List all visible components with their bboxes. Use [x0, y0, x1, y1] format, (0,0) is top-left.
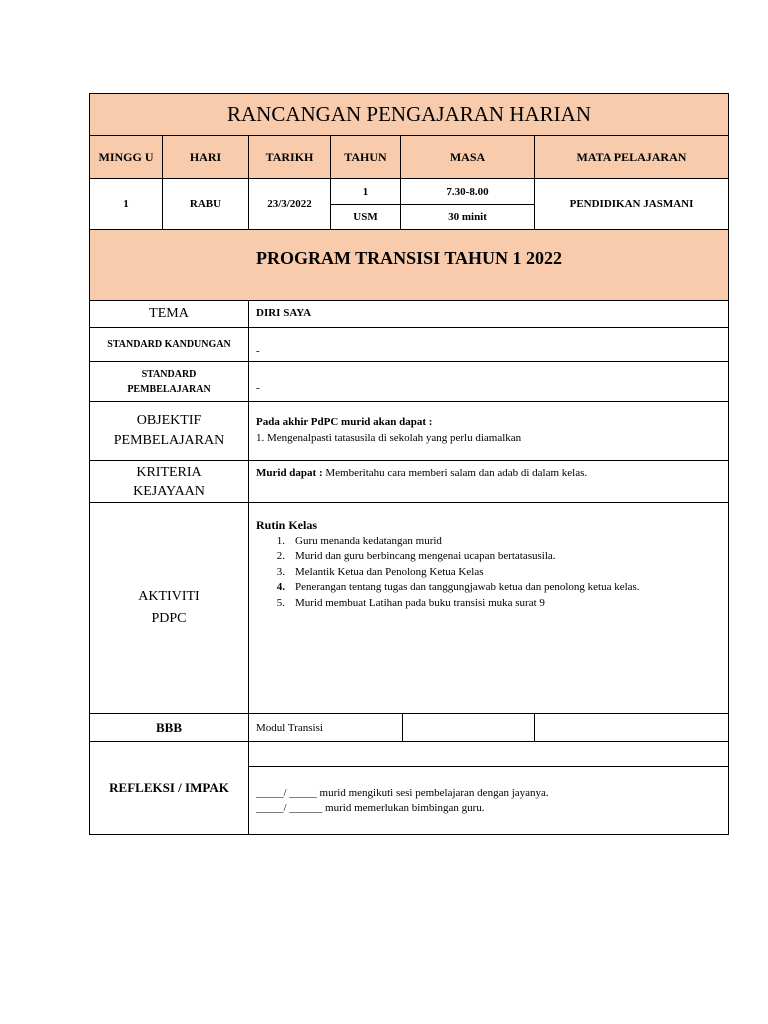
tema-label: TEMA [149, 306, 189, 321]
standard-pembelajaran-value: - [256, 382, 260, 394]
value-hari-text: RABU [189, 198, 222, 210]
value-tahun-kod-text: USM [353, 211, 378, 223]
program-title: PROGRAM TRANSISI TAHUN 1 2022 [255, 248, 563, 268]
header-mata-pelajaran-label: MATA PELAJARAN [576, 149, 687, 164]
kriteria-lead: Murid dapat : [256, 467, 323, 479]
objektif-label-1: OBJEKTIF [136, 413, 202, 428]
value-tarikh-text: 23/3/2022 [267, 198, 312, 210]
list-item-text: Murid membuat Latihan pada buku transisi muka surat 9 [295, 596, 545, 609]
header-tarikh [248, 135, 331, 179]
bbb-value-cell [248, 713, 403, 742]
refleksi-empty-cell [248, 741, 729, 767]
list-item [253, 596, 640, 611]
bbb-empty-cell [534, 713, 729, 742]
form-title: RANCANGAN PENGAJARAN HARIAN [226, 102, 591, 126]
bbb-value: Modul Transisi [256, 722, 323, 734]
list-item-number: 5. [276, 596, 285, 609]
header-hari-label: HARI [189, 149, 222, 164]
bbb-label-cell [89, 713, 249, 742]
objektif-intro: Pada akhir PdPC murid akan dapat : [256, 416, 433, 428]
standard-kandungan-label: STANDARD KANDUNGAN [107, 339, 231, 350]
refleksi-label: REFLEKSI / IMPAK [109, 780, 229, 795]
value-tarikh [248, 178, 331, 230]
header-minggu-label: MINGG U [98, 150, 154, 164]
standard-pembelajaran-label-cell [89, 361, 249, 402]
value-minggu-text: 1 [123, 198, 129, 210]
standard-kandungan-label-cell [89, 327, 249, 362]
aktiviti-label-1: AKTIVITI [138, 589, 200, 604]
bbb-label: BBB [155, 719, 182, 735]
header-masa [400, 135, 535, 179]
tema-label-cell [89, 300, 249, 328]
header-hari [162, 135, 249, 179]
list-item-text: Guru menanda kedatangan murid [295, 535, 442, 547]
value-minggu [89, 178, 163, 230]
standard-kandungan-value-cell [248, 327, 729, 362]
tema-value: DIRI SAYA [256, 307, 312, 319]
header-masa-label: MASA [449, 149, 486, 164]
refleksi-label-cell [89, 741, 249, 835]
value-masa-text: 7.30-8.00 [446, 185, 489, 198]
objektif-label-2: PEMBELAJARAN [113, 433, 225, 448]
value-tahun [330, 178, 401, 205]
standard-pembelajaran-label-2: PEMBELAJARAN [127, 383, 211, 395]
form-title-cell [89, 93, 729, 136]
value-tahun-text: 1 [362, 185, 369, 198]
refleksi-value-cell [248, 766, 729, 835]
refleksi-line-2: _____/ ______ murid memerlukan bimbingan guru. [256, 802, 485, 814]
aktiviti-list [253, 534, 640, 611]
aktiviti-label-cell [89, 502, 249, 714]
refleksi-line-1: _____/ _____ murid mengikuti sesi pembelajaran dengan jayanya. [256, 787, 549, 799]
header-mata-pelajaran [534, 135, 729, 179]
aktiviti-heading: Rutin Kelas [256, 518, 318, 532]
value-masa [400, 178, 535, 205]
header-tahun-label: TAHUN [344, 149, 387, 164]
aktiviti-value-cell [248, 502, 729, 714]
kriteria-statement [256, 467, 587, 479]
list-item-number: 4. [276, 581, 285, 594]
list-item [253, 549, 640, 564]
tema-value-cell [248, 300, 729, 328]
header-minggu [89, 135, 163, 179]
program-banner [89, 229, 729, 301]
objektif-label-cell [89, 401, 249, 461]
standard-kandungan-value: - [256, 345, 260, 357]
kriteria-text: Memberitahu cara memberi salam dan adab di dalam kelas. [322, 467, 588, 479]
value-tempoh [400, 204, 535, 230]
list-item-number: 2. [276, 550, 285, 563]
value-tahun-kod [330, 204, 401, 230]
kriteria-value-cell [248, 460, 729, 503]
aktiviti-label-2: PDPC [151, 611, 187, 626]
list-item [253, 565, 640, 580]
list-item-number: 3. [276, 565, 285, 578]
list-item-number: 1. [276, 535, 285, 547]
bbb-empty-cell [402, 713, 535, 742]
list-item [253, 580, 640, 595]
list-item-text: Melantik Ketua dan Penolong Ketua Kelas [295, 565, 484, 578]
list-item-text: Penerangan tentang tugas dan tanggungjawab ketua dan penolong ketua kelas. [295, 581, 640, 594]
value-mata-pelajaran [534, 178, 729, 230]
standard-pembelajaran-label-1: STANDARD [141, 368, 197, 380]
value-hari [162, 178, 249, 230]
kriteria-label-1: KRITERIA [136, 464, 202, 480]
kriteria-label-2: KEJAYAAN [133, 483, 205, 499]
objektif-value-cell [248, 401, 729, 461]
list-item [253, 534, 640, 549]
standard-pembelajaran-value-cell [248, 361, 729, 402]
objektif-point: 1. Mengenalpasti tatasusila di sekolah yang perlu diamalkan [256, 432, 522, 444]
value-mata-pelajaran-text: PENDIDIKAN JASMANI [569, 198, 694, 210]
list-item-text: Murid dan guru berbincang mengenai ucapan bertatasusila. [295, 550, 556, 563]
kriteria-label-cell [89, 460, 249, 503]
value-tempoh-text: 30 minit [448, 211, 487, 223]
header-tarikh-label: TARIKH [265, 149, 314, 164]
header-tahun [330, 135, 401, 179]
